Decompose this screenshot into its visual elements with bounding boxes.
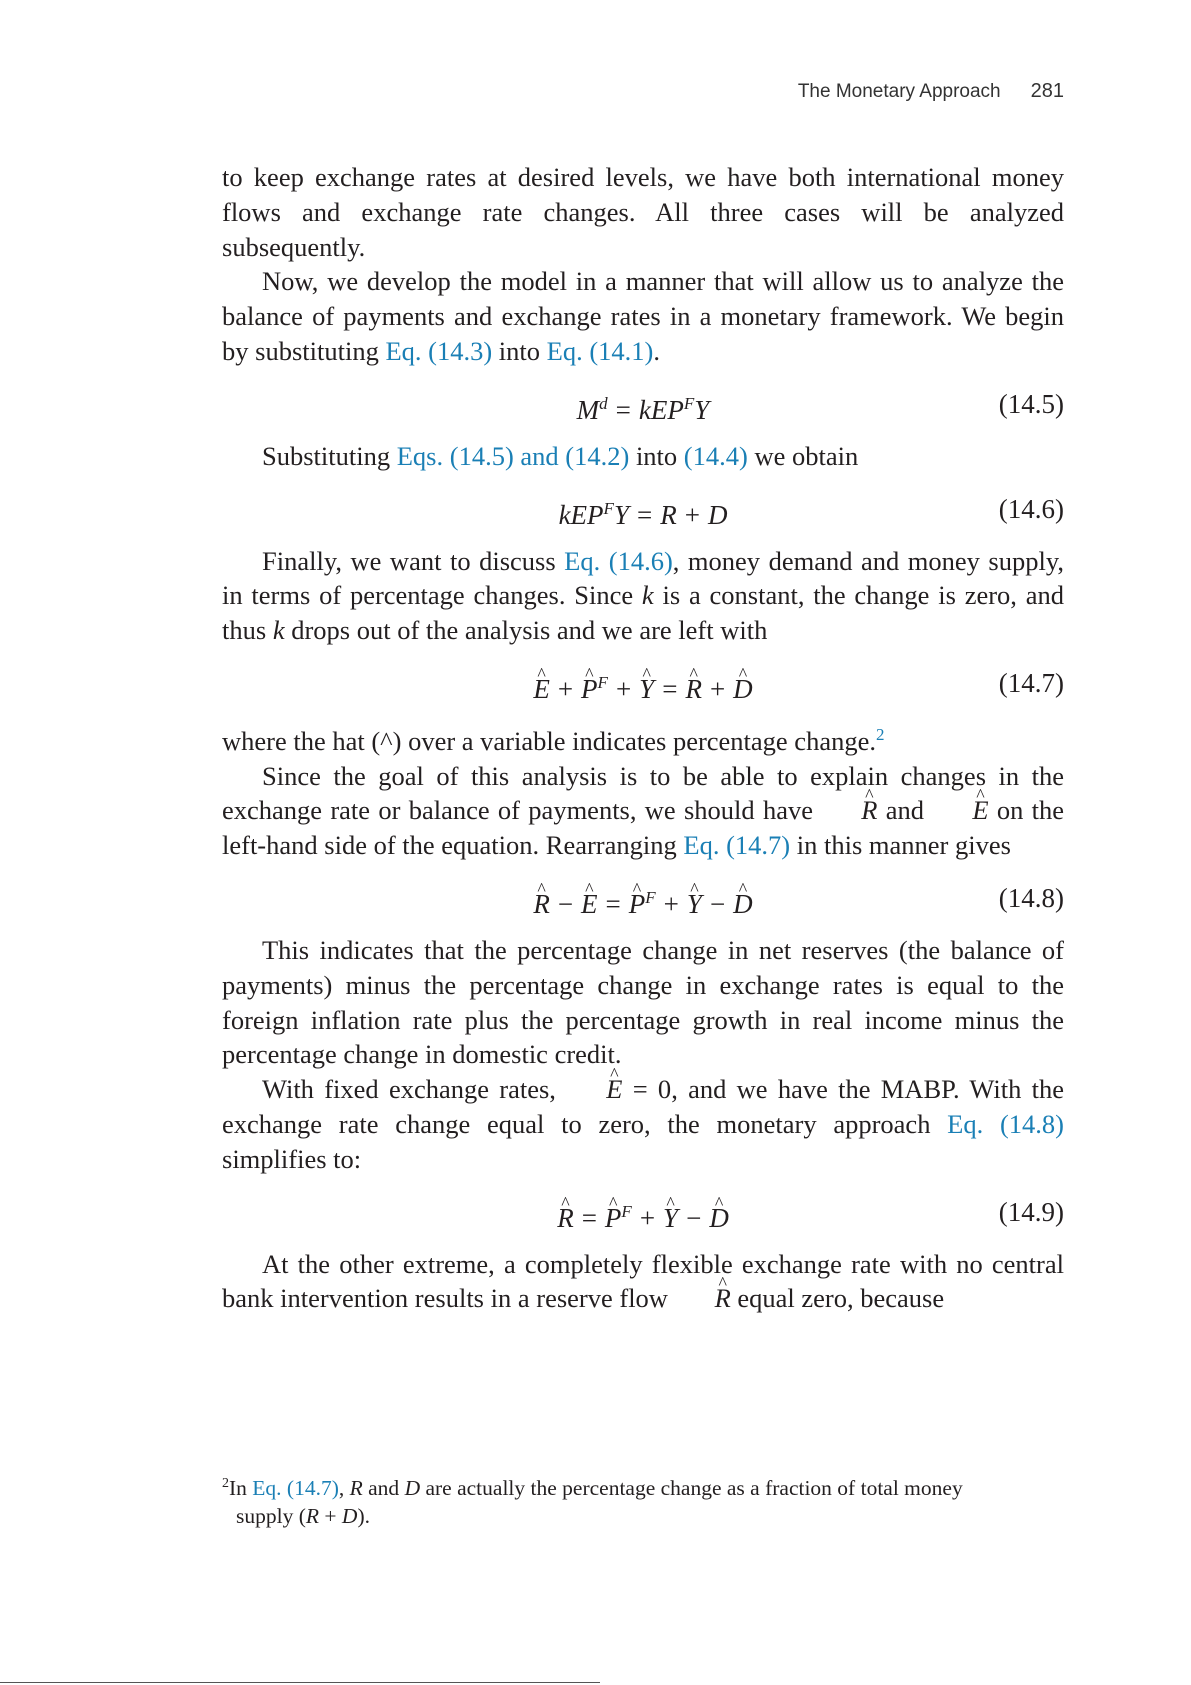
text: With fixed exchange rates, — [262, 1074, 567, 1105]
text: In — [229, 1476, 253, 1501]
text: , and we have the MABP. With the exchange rate change equal to zero, the monetary approach — [222, 1074, 1064, 1139]
text: , money demand and money supply, in terms of percentage changes. Since — [222, 545, 1064, 611]
equation-number: (14.7) — [998, 667, 1064, 698]
text: equal zero, because — [730, 1283, 945, 1314]
equation-math: ^ E +^ $P^F$ +^ Y =^ R +^ D — [222, 666, 1064, 707]
text: Since the goal of this analysis is to be able to explain changes in the exchange rate or balance of payments, we should have — [222, 760, 1064, 826]
variable-r-hat: ^ R — [821, 793, 877, 828]
equation-14-5 — [222, 369, 1064, 439]
eq-14-3-link[interactable]: Eq. (14.3) — [385, 335, 493, 366]
paragraph-2 — [222, 264, 1064, 368]
footnote-line-2 — [222, 1502, 1064, 1530]
variable-k: k — [641, 580, 654, 611]
paragraph-1: to keep exchange rates at desired levels, we have both international money flows and exchange rate changes. All three cases will be analyzed subsequently. — [222, 162, 1064, 262]
eq-14-8-link[interactable]: Eq. (14.8) — [947, 1108, 1064, 1139]
variable-d: D — [341, 1504, 358, 1529]
eqs-14-5-14-2-link[interactable]: Eqs. (14.5) and (14.2) — [396, 440, 630, 471]
variable-d: D — [404, 1476, 421, 1501]
text: are actually the percentage change as a fraction of total money — [420, 1476, 963, 1501]
text: and — [362, 1476, 405, 1501]
text: into — [629, 440, 684, 471]
text: we obtain — [747, 440, 859, 471]
footnote: $^2$In Eq. (14.7), R and D are actually the percentage change as a fraction of total money supply (R + D). — [222, 1470, 1064, 1530]
equation-math: ^ R −^ E =^ $P^F$ +^ Y −^ D — [222, 881, 1064, 922]
text: = 0 — [622, 1074, 672, 1105]
paragraph-5 — [222, 718, 1064, 759]
page-number: 281 — [1030, 80, 1064, 102]
text: + — [319, 1504, 342, 1529]
text: in this manner gives — [790, 830, 1011, 861]
text: is a constant, the change is zero, and thus — [222, 580, 1064, 646]
text: supply ( — [236, 1504, 306, 1529]
variable-k: k — [272, 615, 285, 646]
bottom-rule — [0, 1682, 600, 1683]
paragraph-6 — [222, 759, 1064, 863]
equation-14-7 — [222, 648, 1064, 718]
paragraph-3 — [222, 439, 1064, 474]
text: drops out of the analysis and we are left with — [284, 615, 768, 646]
equation-math: ^ R =^ $P^F$ +^ Y −^ D — [222, 1195, 1064, 1236]
equation-math: $M^d = kEP^FY$ — [576, 393, 710, 425]
variable-e-hat: ^ E — [932, 793, 988, 828]
running-header — [0, 80, 1064, 103]
equation-number: (14.5) — [998, 388, 1064, 419]
eq-14-1-link[interactable]: Eq. (14.1) — [546, 335, 654, 366]
eq-14-6-link[interactable]: Eq. (14.6) — [564, 545, 673, 576]
eq-14-7-link[interactable]: Eq. (14.7) — [683, 830, 791, 861]
equation-14-8 — [222, 863, 1064, 933]
text: into — [492, 335, 547, 366]
variable-e-hat: ^ E — [566, 1072, 622, 1107]
variable-r-hat: ^ R — [675, 1281, 731, 1316]
text: At the other extreme, a completely flexible exchange rate with no central bank intervention results in a reserve flow — [222, 1248, 1064, 1314]
equation-number: (14.6) — [998, 493, 1064, 524]
footnote-ref[interactable]: 2 — [875, 724, 885, 744]
text: ). — [357, 1504, 370, 1529]
variable-r: R — [349, 1476, 363, 1501]
equation-14-9 — [222, 1177, 1064, 1247]
text: simplifies to: — [222, 1143, 362, 1174]
page-body — [222, 160, 1064, 1316]
equation-number: (14.9) — [998, 1196, 1064, 1227]
text: Finally, we want to discuss — [262, 545, 565, 576]
paragraph-4 — [222, 544, 1064, 648]
equation-number: (14.8) — [998, 882, 1064, 913]
paragraph-9 — [222, 1247, 1064, 1317]
paragraph-8 — [222, 1072, 1064, 1176]
variable-r: R — [305, 1504, 320, 1529]
text: on the left-hand side of the equation. Rearranging — [222, 795, 1065, 861]
text: . — [653, 335, 660, 366]
equation-math: kEP$^F$Y = R + D — [558, 498, 728, 530]
eq-14-4-link[interactable]: (14.4) — [683, 440, 748, 471]
text: and — [877, 795, 933, 826]
equation-14-6 — [222, 474, 1064, 544]
running-title: The Monetary Approach — [797, 81, 1001, 102]
paragraph-7: This indicates that the percentage change in net reserves (the balance of payments) minus the percentage change in exchange rates is equal to the foreign inflation rate plus the percentage growth in real income minus the percentage change in domestic credit. — [222, 934, 1064, 1070]
text: Now, we develop the model in a manner that will allow us to analyze the balance of payments and exchange rates in a monetary framework. We begin by substituting — [222, 266, 1064, 366]
text: where the hat (^) over a variable indicates percentage change. — [222, 725, 876, 756]
footnote-marker: 2 — [222, 1476, 229, 1491]
eq-14-7-link[interactable]: Eq. (14.7) — [252, 1476, 339, 1501]
text: Substituting — [262, 440, 397, 471]
